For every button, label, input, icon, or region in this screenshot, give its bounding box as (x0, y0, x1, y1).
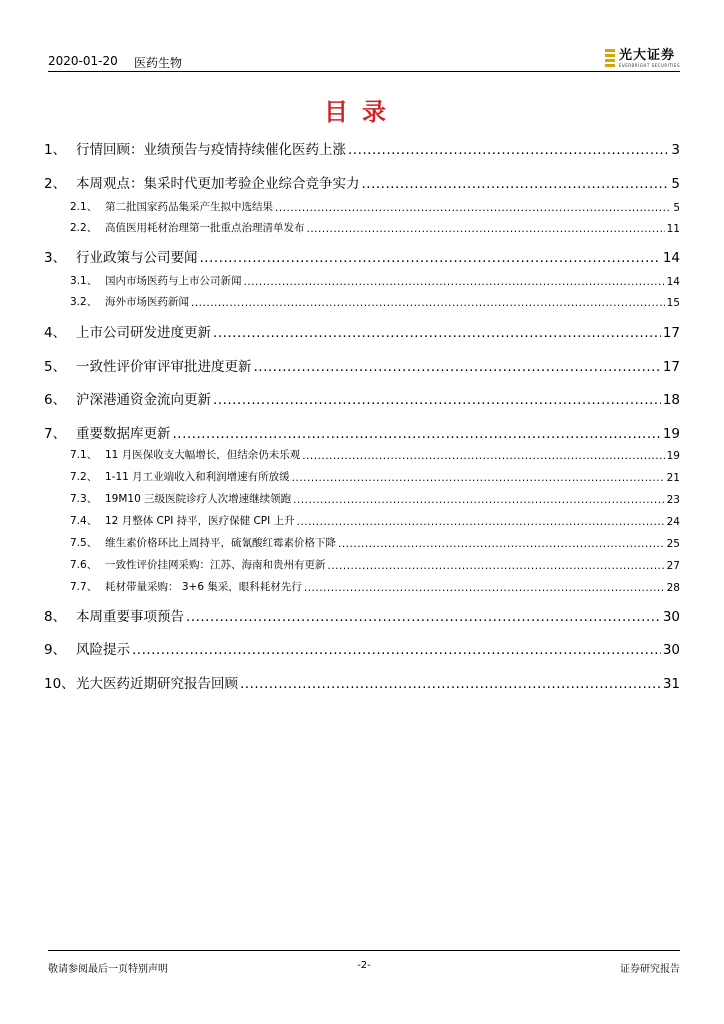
toc-entry-number: 6、 (44, 392, 67, 408)
toc-entry[interactable] (44, 355, 680, 375)
toc-entry[interactable] (44, 321, 680, 341)
toc-entry-title: 维生素价格环比上周持平，硫氰酸红霉素价格下降 (105, 537, 336, 549)
page-header (48, 47, 680, 72)
toc-leader-dots (362, 176, 670, 192)
toc-subentry[interactable] (44, 272, 680, 288)
toc-leader-dots (244, 276, 665, 288)
toc-leader-dots (328, 560, 665, 572)
toc-entry-title: 高值医用耗材治理第一批重点治理清单发布 (105, 222, 305, 234)
toc-entry-title: 耗材带量采购： 3+6 集采，眼科耗材先行 (105, 581, 302, 593)
toc-leader-dots (338, 538, 665, 550)
toc-entry-number: 7.2、 (70, 471, 98, 483)
toc-leader-dots (302, 450, 664, 462)
logo-text: 光大证券 (618, 47, 675, 63)
toc-leader-dots (292, 472, 665, 484)
toc-entry-title: 19M10 三级医院诊疗人次增速继续领跑 (105, 493, 292, 505)
toc-subentry[interactable] (44, 490, 680, 506)
toc-leader-dots (213, 325, 661, 341)
toc-leader-dots (304, 582, 665, 594)
toc-entry-number: 1、 (44, 142, 67, 158)
toc-entry-page: 11 (666, 223, 680, 235)
footer-divider (48, 950, 680, 951)
toc-entry-page: 14 (662, 250, 680, 266)
toc-entry-title: 上市公司研发进度更新 (76, 325, 211, 341)
toc-subentry[interactable] (44, 512, 680, 528)
toc-entry-title: 本周观点：集采时代更加考验企业综合竞争实力 (76, 176, 360, 192)
toc-entry-page: 18 (662, 392, 680, 408)
toc-entry-title: 第二批国家药品集采产生拟中选结果 (105, 201, 273, 213)
toc-entry[interactable] (44, 422, 680, 442)
toc-entry[interactable] (44, 605, 680, 625)
toc-entry-title: 沪深港通资金流向更新 (76, 392, 211, 408)
toc-entry-page: 19 (662, 426, 680, 442)
toc-subentry[interactable] (44, 293, 680, 309)
toc-entry-title: 行情回顾：业绩预告与疫情持续催化医药上涨 (76, 142, 346, 158)
toc-leader-dots (307, 223, 665, 235)
toc-entry-title: 海外市场医药新闻 (105, 296, 189, 308)
page-title: 目录 (324, 98, 400, 126)
company-logo (605, 46, 680, 70)
toc-entry-page: 23 (666, 494, 680, 506)
toc-entry-title: 重要数据库更新 (76, 426, 171, 442)
toc-entry-title: 一致性评价挂网采购：江苏、海南和贵州有更新 (105, 559, 326, 571)
toc-entry-page: 3 (671, 142, 680, 158)
toc-entry-page: 27 (666, 560, 680, 572)
footer-report-type: 证券研究报告 (620, 964, 680, 975)
toc-entry-number: 10、 (44, 676, 75, 692)
toc-entry-page: 15 (666, 297, 680, 309)
toc-entry-page: 17 (662, 325, 680, 341)
toc-entry-number: 7.4、 (70, 515, 98, 527)
toc-entry-title: 风险提示 (76, 642, 130, 658)
toc-leader-dots (348, 142, 669, 158)
footer-disclaimer: 敬请参阅最后一页特别声明 (48, 964, 168, 975)
toc-entry-number: 2.2、 (70, 222, 98, 234)
page-number: -2- (357, 960, 371, 971)
toc-entry-page: 28 (666, 582, 680, 594)
toc-subentry[interactable] (44, 219, 680, 235)
toc-entry-title: 国内市场医药与上市公司新闻 (105, 275, 242, 287)
header-divider (48, 71, 680, 72)
toc-entry-number: 5、 (44, 359, 67, 375)
toc-entry-number: 7.5、 (70, 537, 98, 549)
toc-entry[interactable] (44, 388, 680, 408)
toc-leader-dots (254, 359, 661, 375)
toc-subentry[interactable] (44, 534, 680, 550)
toc-entry[interactable] (44, 638, 680, 658)
toc-subentry[interactable] (44, 556, 680, 572)
toc-entry[interactable] (44, 172, 680, 192)
report-date: 2020-01-20 (48, 54, 118, 68)
toc-entry-number: 8、 (44, 609, 67, 625)
toc-leader-dots (275, 202, 671, 214)
toc-leader-dots (186, 609, 661, 625)
toc-entry-page: 5 (673, 202, 680, 214)
toc-entry-number: 4、 (44, 325, 67, 341)
toc-leader-dots (240, 676, 661, 692)
toc-leader-dots (173, 426, 661, 442)
toc-entry-page: 14 (666, 276, 680, 288)
toc-leader-dots (293, 494, 665, 506)
toc-entry-page: 31 (662, 676, 680, 692)
toc-entry-title: 光大医药近期研究报告回顾 (76, 676, 238, 692)
toc-leader-dots (297, 516, 665, 528)
toc-entry-page: 21 (666, 472, 680, 484)
logo-subtext: EVERBRIGHT SECURITIES (618, 62, 680, 68)
toc-entry-page: 5 (671, 176, 680, 192)
toc-entry-number: 7.7、 (70, 581, 98, 593)
toc-subentry[interactable] (44, 198, 680, 214)
toc-entry-number: 7.3、 (70, 493, 98, 505)
toc-entry-page: 24 (666, 516, 680, 528)
toc-leader-dots (191, 297, 665, 309)
toc-entry-number: 2、 (44, 176, 67, 192)
logo-mark-icon (605, 48, 615, 68)
toc-entry-title: 11 月医保收支大幅增长，但结余仍未乐观 (105, 449, 301, 461)
toc-entry-page: 25 (666, 538, 680, 550)
toc-entry-page: 30 (662, 642, 680, 658)
toc-entry-number: 7.1、 (70, 449, 98, 461)
toc-entry[interactable] (44, 138, 680, 158)
toc-entry-number: 7、 (44, 426, 67, 442)
toc-entry-page: 30 (662, 609, 680, 625)
toc-entry[interactable] (44, 672, 680, 692)
toc-entry-number: 3.2、 (70, 296, 98, 308)
industry-label: 医药生物 (134, 56, 183, 70)
toc-entry-title: 行业政策与公司要闻 (76, 250, 198, 266)
toc-subentry[interactable] (44, 446, 680, 462)
toc-entry-number: 3.1、 (70, 275, 98, 287)
toc-subentry[interactable] (44, 468, 680, 484)
toc-entry[interactable] (44, 246, 680, 266)
toc-entry-page: 19 (666, 450, 680, 462)
toc-entry-title: 1-11 月工业端收入和利润增速有所放缓 (105, 471, 290, 483)
toc-leader-dots (132, 642, 661, 658)
toc-entry-title: 12 月整体 CPI 持平，医疗保健 CPI 上升 (105, 515, 295, 527)
toc-entry-title: 一致性评价审评审批进度更新 (76, 359, 252, 375)
toc-entry-number: 7.6、 (70, 559, 98, 571)
toc-leader-dots (213, 392, 661, 408)
toc-leader-dots (200, 250, 661, 266)
toc-entry-page: 17 (662, 359, 680, 375)
toc-entry-title: 本周重要事项预告 (76, 609, 184, 625)
toc-entry-number: 9、 (44, 642, 67, 658)
toc-subentry[interactable] (44, 578, 680, 594)
toc-entry-number: 2.1、 (70, 201, 98, 213)
toc-entry-number: 3、 (44, 250, 67, 266)
